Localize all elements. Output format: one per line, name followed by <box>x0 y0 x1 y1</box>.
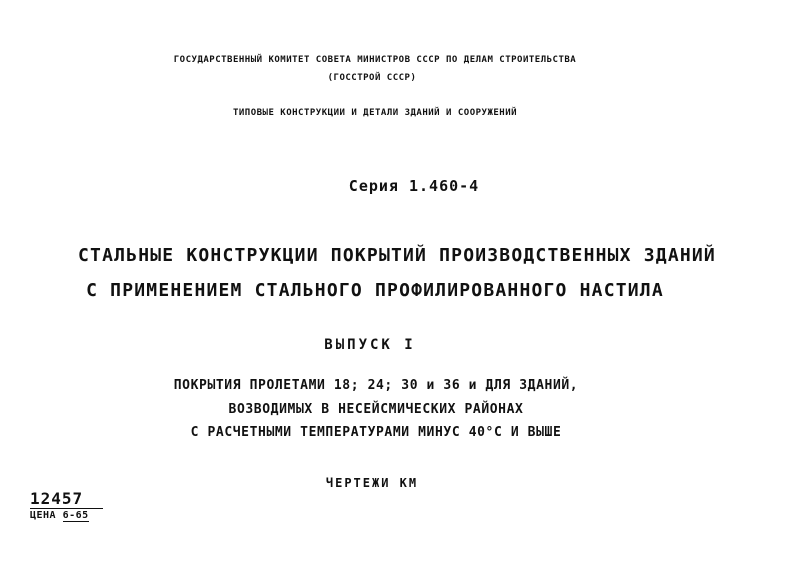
document-title-line-2: С ПРИМЕНЕНИЕМ СТАЛЬНОГО ПРОФИЛИРОВАННОГО НАСТИЛА <box>86 280 664 301</box>
document-title-line-1: СТАЛЬНЫЕ КОНСТРУКЦИИ ПОКРЫТИЙ ПРОИЗВОДСТВЕННЫХ ЗДАНИЙ <box>78 245 716 266</box>
committee-text: ГОСУДАРСТВЕННЫЙ КОМИТЕТ СОВЕТА МИНИСТРОВ СССР ПО ДЕЛАМ СТРОИТЕЛЬСТВА <box>173 55 577 65</box>
series-label: Серия 1.460-4 <box>348 177 480 195</box>
price-line <box>30 510 103 521</box>
category-text: ТИПОВЫЕ КОНСТРУКЦИИ И ДЕТАЛИ ЗДАНИЙ И СООРУЖЕНИЙ <box>232 108 518 118</box>
catalog-stamp <box>30 489 103 521</box>
catalog-number: 12457 <box>30 490 103 509</box>
drawings-label: ЧЕРТЕЖИ КМ <box>325 476 419 490</box>
abbreviation-text: (ГОССТРОЙ СССР) <box>327 73 417 83</box>
issue-label: ВЫПУСК I <box>324 337 416 353</box>
description-line-1: ПОКРЫТИЯ ПРОЛЕТАМИ 18; 24; 30 и 36 и ДЛЯ ЗДАНИЙ, <box>173 378 579 393</box>
description-line-2: ВОЗВОДИМЫХ В НЕСЕЙСМИЧЕСКИХ РАЙОНАХ <box>228 402 524 417</box>
description-line-3: С РАСЧЕТНЫМИ ТЕМПЕРАТУРАМИ МИНУС 40°С И ВЫШЕ <box>190 425 562 440</box>
price-label: ЦЕНА <box>30 510 57 521</box>
price-value: 6-65 <box>62 510 89 521</box>
